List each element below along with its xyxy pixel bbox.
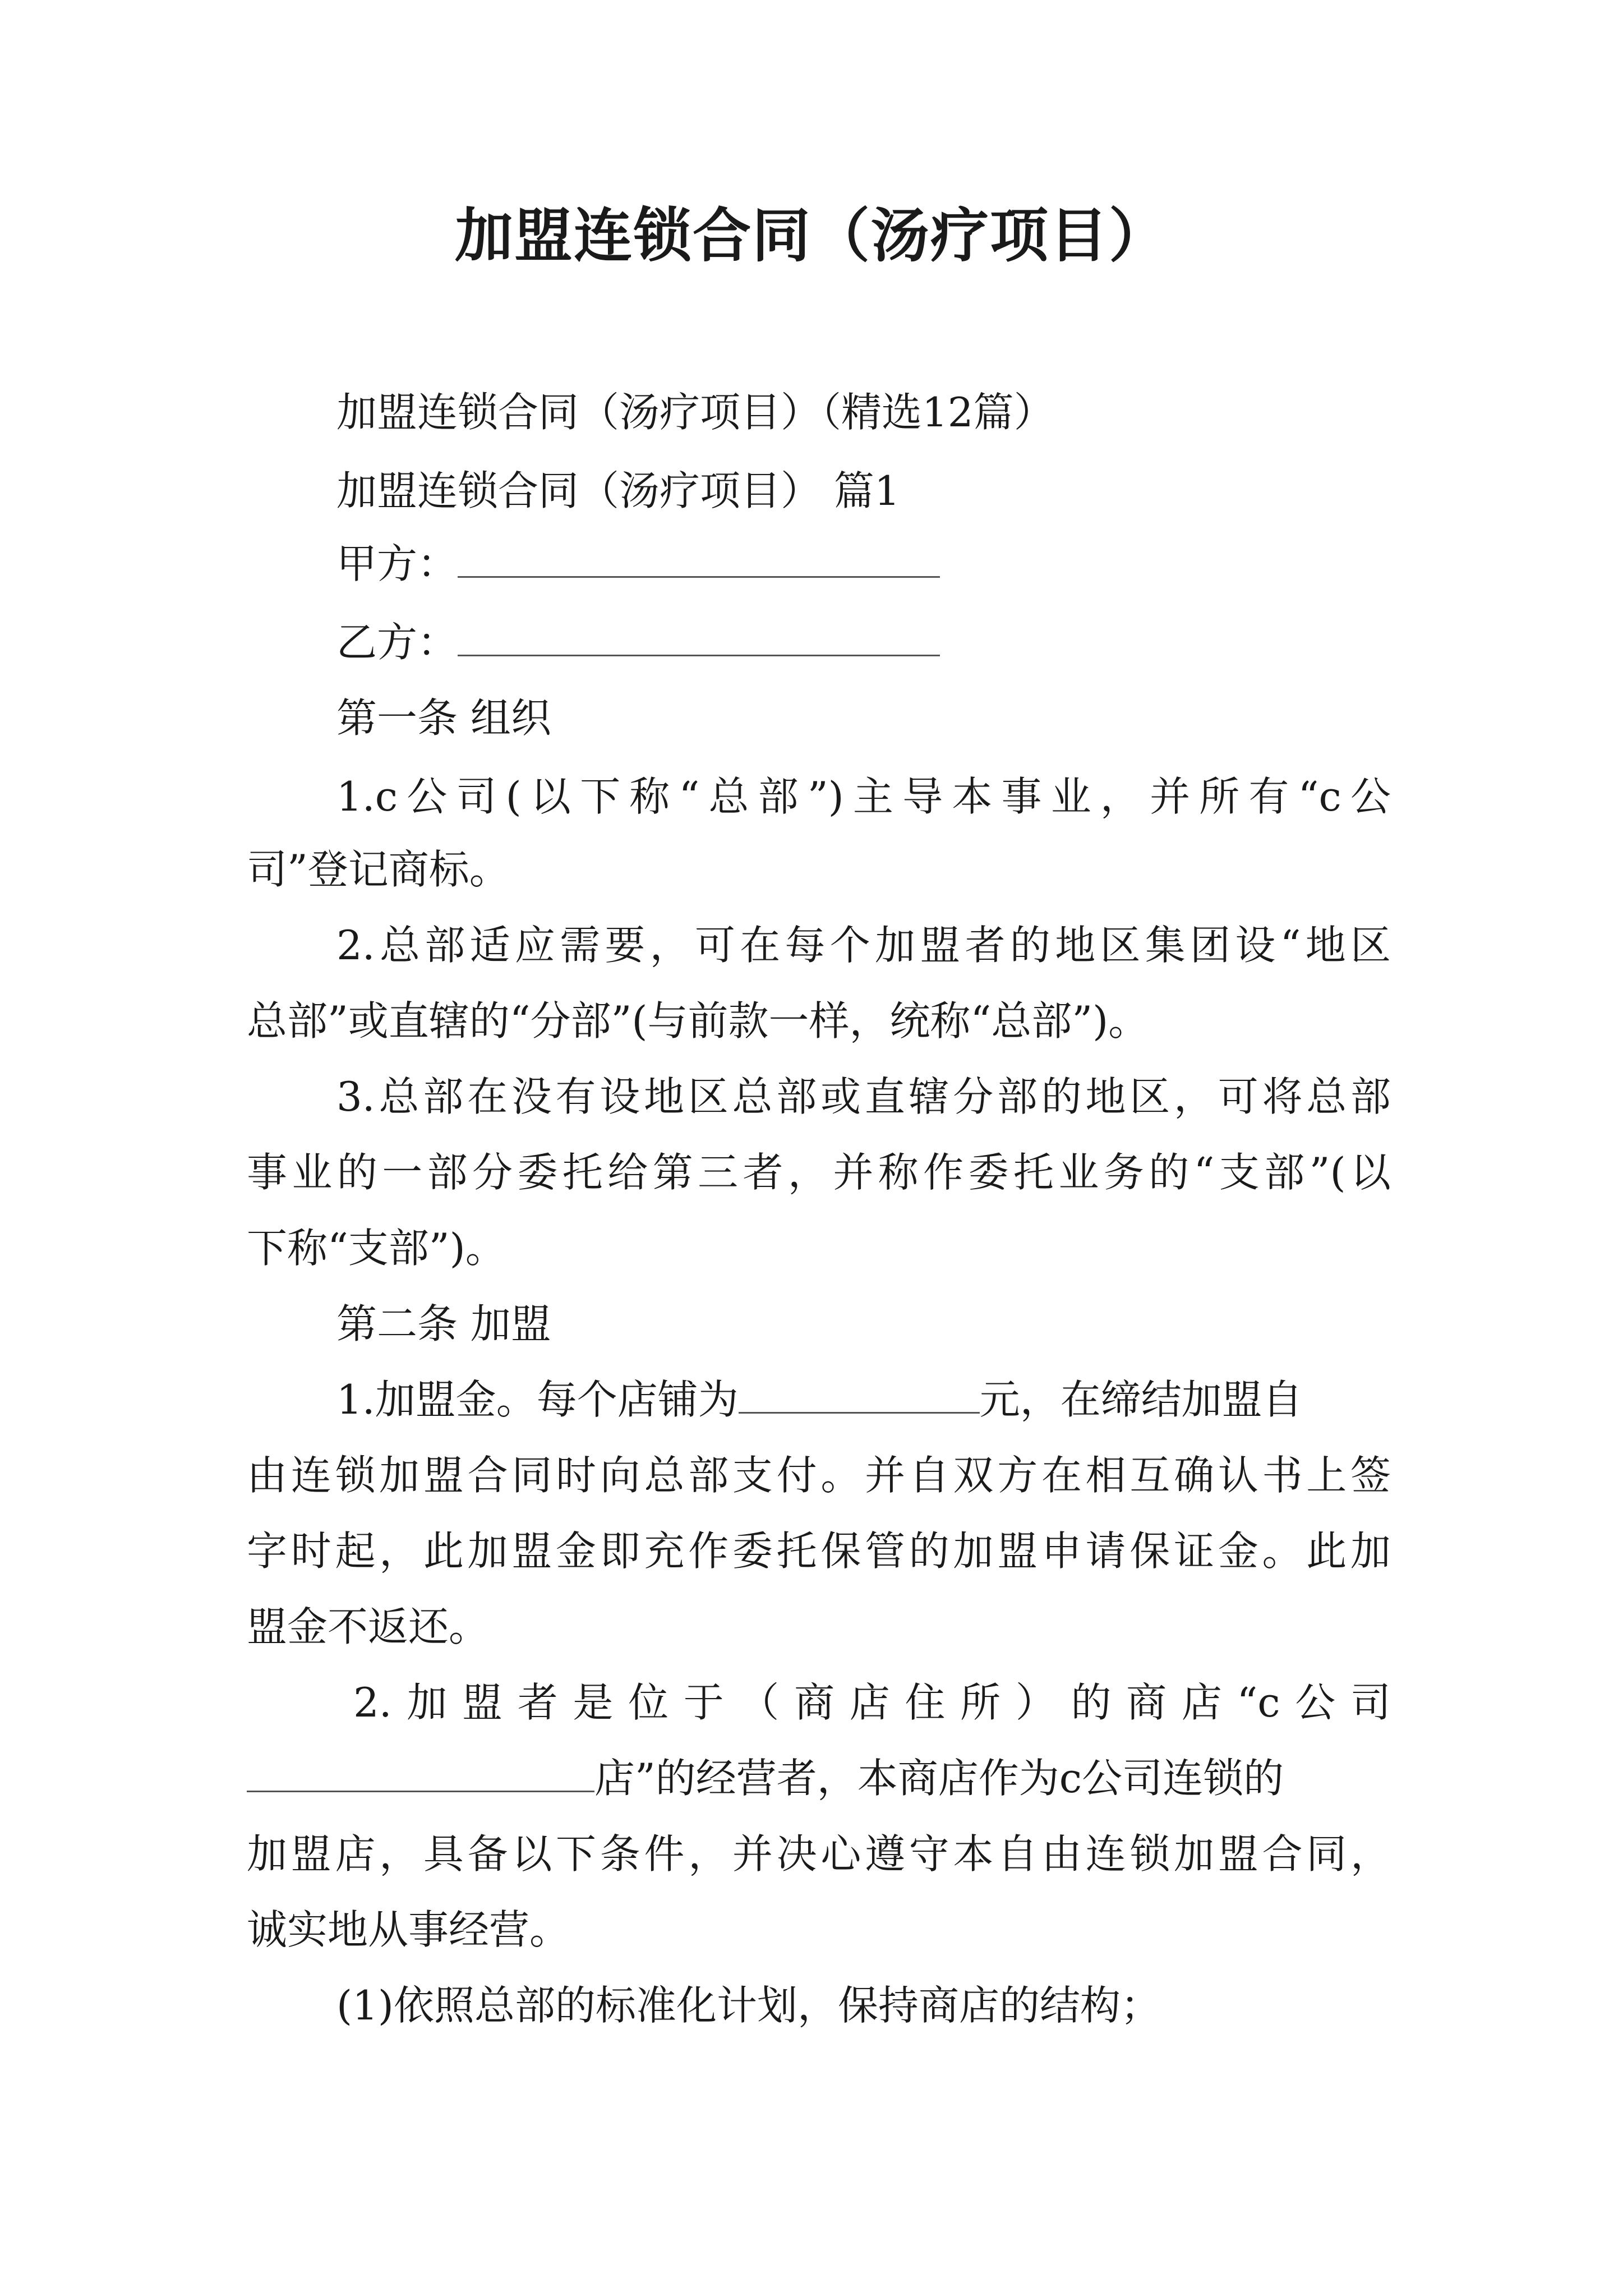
party-a-line <box>336 536 1391 592</box>
article2-item1-line2: 由连锁加盟合同时向总部支付。并自双方在相互确认书上签 <box>247 1452 1391 1499</box>
article2-item2-text-b: 店”的经营者，本商店作为c公司连锁的 <box>594 1755 1284 1802</box>
article2-item1-text-b: 元，在缔结加盟自 <box>979 1376 1303 1423</box>
article2-item1-line4: 盟金不返还。 <box>247 1603 490 1650</box>
article2-item1-line1 <box>336 1372 1391 1428</box>
article1-item3-line3: 下称“支部”)。 <box>247 1225 506 1272</box>
article1-heading: 第一条 组织 <box>336 694 551 742</box>
article1-item3-line2: 事业的一部分委托给第三者，并称作委托业务的“支部”(以 <box>247 1149 1391 1196</box>
article2-condition1: (1)依照总部的标准化计划，保持商店的结构； <box>336 1982 1161 2029</box>
article2-item1-line3: 字时起，此加盟金即充作委托保管的加盟申请保证金。此加 <box>247 1527 1391 1575</box>
subtitle: 加盟连锁合同（汤疗项目）（精选12篇） <box>336 389 1054 436</box>
article1-item2-line2: 总部”或直辖的“分部”(与前款一样，统称“总部”)。 <box>247 997 1149 1045</box>
article2-item2-line3: 加盟店，具备以下条件，并决心遵守本自由连锁加盟合同， <box>247 1830 1391 1878</box>
article2-item1-text-a: 1.加盟金。每个店铺为 <box>336 1376 739 1423</box>
article1-item1-line2: 司”登记商标。 <box>247 846 510 893</box>
article2-item2-line4: 诚实地从事经营。 <box>247 1906 570 1953</box>
party-b-label: 乙方： <box>336 619 458 666</box>
article2-heading: 第二条 加盟 <box>336 1300 551 1347</box>
party-b-line <box>336 614 1391 670</box>
party-a-blank <box>458 537 940 578</box>
part-heading: 加盟连锁合同（汤疗项目） 篇1 <box>336 467 900 514</box>
fee-amount-blank <box>739 1373 980 1414</box>
article2-item2-line1: 2.加盟者是位于（商店住所）的商店“c公司 <box>353 1679 1391 1726</box>
party-a-label: 甲方： <box>336 540 458 587</box>
article1-item2-line1: 2.总部适应需要，可在每个加盟者的地区集团设“地区 <box>336 922 1391 969</box>
article2-item2-line2 <box>247 1750 1391 1806</box>
store-name-blank <box>247 1751 594 1792</box>
article1-item3-line1: 3.总部在没有设地区总部或直辖分部的地区，可将总部 <box>336 1073 1391 1120</box>
article1-item1-line1: 1.c公司(以下称“总部”)主导本事业，并所有“c公 <box>336 773 1391 820</box>
document-title: 加盟连锁合同（汤疗项目） <box>454 201 1168 270</box>
party-b-blank <box>458 615 940 656</box>
